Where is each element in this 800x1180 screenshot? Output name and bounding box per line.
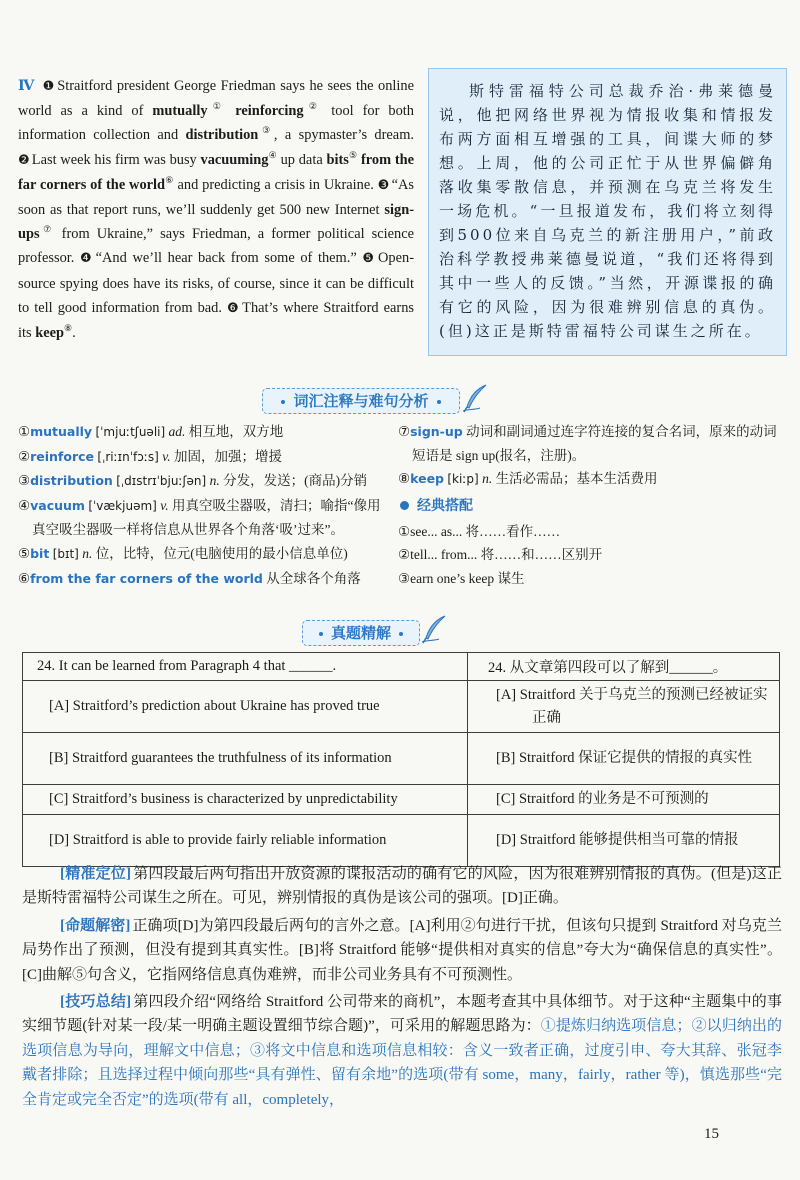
passage-text: tool for both information collection and [18,103,414,144]
headword: mutually [30,424,93,439]
part-of-speech: v. [162,448,171,464]
term-ref: ② [303,101,323,112]
analysis-text: 正确项[D]为第四段最后两句的言外之意。[A]利用②句进行干扰，但该句只提到 Straitford 对乌克兰局势作出了预测，但没有提到其真实性。[B]将 Straitford 能够“提供相对真实的信息”夸大为“确保信息的真实性”。[C]曲解⑤句含义，它指网络信息真伪难辨，而非公司业务具有不可预测性。 [22,917,782,983]
term-ref: ④ [268,149,277,160]
translation-box: 斯特雷福特公司总裁乔治·弗莱德曼说，他把网络世界视为情报收集和情报发布两方面相互增强的工具，间谍大师的梦想。上周，他的公司正忙于从世界偏僻角落收集零散信息，并预测在乌克兰将发生一场危机。“一旦报道发布，我们将立刻得到500位来自乌克兰的新注册用户，”前政治科学教授弗莱德曼说道，“我们还将得到其中一些人的反馈。”当然，开源谍报的确有它的风险，因为很难辨别信息的真伪。(但)这正是斯特雷福特公司谋生之所在。 [428,68,787,356]
bullet-icon [400,501,409,510]
part-of-speech: n. [482,471,493,487]
passage-text: . [72,325,76,342]
question-section-heading [302,620,420,646]
key-term: vacuuming④ [200,149,277,168]
part-of-speech: ad. [168,424,186,439]
vocab-heading-text: 词汇注释与难句分析 [293,392,429,410]
question-stem-en: 24. It can be learned from Paragraph 4 that ______. [23,653,468,681]
page-number: 15 [704,1126,719,1142]
phonetic: [ˈmjuːtʃuəli] [95,425,166,439]
option-b-zh: [B] Straitford 保证它提供的情报的真实性 [468,733,780,785]
option-c-en: [C] Straitford’s business is characterized by unpredictability [23,785,468,815]
passage-text: up data [280,151,323,168]
option-d-zh: [D] Straitford 能够提供相当可靠的情报 [468,815,780,867]
vocab-list-left [18,420,393,590]
collocation-item: ①see... as... 将……看作…… [398,523,561,539]
key-term: distribution③ [185,125,274,144]
sentence-number: ❻ [227,300,241,316]
headword: keep [410,471,444,487]
meaning: 位，比特，位元(电脑使用的最小信息单位) [95,545,348,561]
key-term: bits⑤ [326,149,358,168]
vocab-section-heading [262,388,460,414]
meaning: 相互地，双方地 [188,424,284,439]
option-a-zh: [A] Straitford 关于乌克兰的预测已经被证实正确 [468,681,780,733]
dot-decoration [399,632,403,636]
passage-text: “And we’ll hear back from some of them.” [95,250,357,267]
analysis-label: [精准定位] [60,866,132,882]
option-c-zh: [C] Straitford 的业务是不可预测的 [468,785,780,815]
sentence-number: ❹ [79,251,94,267]
passage-text: , a spymaster’s dream. [273,127,414,144]
part-of-speech: n. [209,473,220,489]
part-of-speech: n. [82,545,93,561]
question-heading-text: 真题精解 [330,624,391,642]
sentence-number: ❷ [18,152,30,168]
term-ref: ① [207,101,227,112]
analysis-text: 第四段介绍“网络给 Straitford 公司带来的商机”，本题考查其中具体细节。对于这种“主题集中的事实细节题(针对某一段/某一明确主题设置细节综合题)”，可采用的解题思路为： [22,994,782,1035]
phonetic: [ˈvækjuəm] [88,498,157,513]
phonetic: [ˌriːɪnˈfɔːs] [97,449,159,464]
analysis-label: [命题解密] [60,917,131,934]
table-row [23,733,780,785]
vocab-item: ③distribution [ˌdɪstrɪˈbjuːʃən] n. 分发，发送；(商品)分销 [18,473,368,489]
term-ref: ⑤ [348,149,358,160]
vocab-item: ⑥from the far corners of the world 从全球各个角落 [18,570,361,586]
headword: from the far corners of the world [30,570,263,586]
term-ref: ⑥ [165,175,174,186]
sentence-number: ❺ [362,251,377,267]
vocab-item: ①mutually [ˈmjuːtʃuəli] ad. 相互地，双方地 [18,424,284,439]
passage-text: Last week his firm was busy [31,151,197,168]
key-term: reinforcing② [235,101,323,120]
analysis-section [22,862,782,1115]
headword: reinforce [30,448,95,464]
table-row [23,785,780,815]
key-term: mutually① [152,101,227,120]
key-term: from the far corners of the world⑥ [18,151,415,193]
term-ref: ⑧ [64,323,73,334]
collocation-item: ③earn one’s keep 谋生 [398,570,525,586]
phonetic: [bɪt] [52,546,79,561]
part-of-speech: v. [160,497,169,513]
headword: distribution [30,473,113,489]
key-term: sign-ups⑦ [18,202,414,243]
analysis-paragraph [22,990,782,1112]
paragraph-marker: Ⅳ [18,77,36,94]
dot-decoration [281,400,285,404]
meaning: 用真空吸尘器吸，清扫；喻指“像用真空吸尘器吸一样将信息从世界各个角落‘吸’过来”。 [32,497,381,538]
passage-text: “As soon as that report runs, we’ll suddenly get 500 new Internet [18,176,414,219]
option-a-en: [A] Straitford’s prediction about Ukraine has proved true [23,681,468,733]
headword: sign-up [410,424,463,439]
vocab-item: ⑤bit [bɪt] n. 位，比特，位元(电脑使用的最小信息单位) [18,545,348,561]
collocation-item: ②tell... from... 将……和……区别开 [398,547,603,563]
question-stem-zh: 24. 从文章第四段可以了解到______。 [468,653,780,681]
dot-decoration [437,400,441,404]
question-table [22,652,780,867]
sentence-number: ❶ [42,79,56,94]
table-row [23,653,780,681]
passage-english [18,74,414,345]
passage-text: That’s where Straitford earns its [18,299,414,342]
table-row [23,681,780,733]
option-b-en: [B] Straitford guarantees the truthfulness of its information [23,733,468,785]
passage-text: Straitford president George Friedman says he sees the online world as a kind of [18,78,414,120]
vocab-item: ②reinforce [ˌriːɪnˈfɔːs] v. 加固，加强；增援 [18,448,282,464]
analysis-highlight: ①提炼归纳选项信息；②以归纳出的选项信息为导向，理解文中信息；③将文中信息和选项信息相较：含义一致者正确，过度引申、夸大其辞、张冠李戴者排除；且选择过程中倾向那些“具有弹性、留有余地”的选项(带有 some，many，fairly，rather 等)，慎选那些“完全肯定或完全否定”的选项(带有 all，completely， [22,1018,782,1108]
term-ref: ③ [258,125,274,136]
phonetic: [ˌdɪstrɪˈbjuːʃən] [116,474,207,489]
phonetic: [kiːp] [447,472,479,487]
meaning: 生活必需品；基本生活费用 [495,471,658,487]
passage-text: from Ukraine,” says Friedman, a former political science professor. [18,226,414,267]
meaning: 分发，发送；(商品)分销 [223,473,368,489]
sentence-number: ❸ [377,177,390,193]
pen-icon [462,383,488,413]
dot-decoration [319,632,323,636]
vocab-item: ④vacuum [ˈvækjuəm] v. 用真空吸尘器吸，清扫；喻指“像用真空吸尘器吸一样将信息从世界各个角落‘吸’过来”。 [18,497,381,538]
table-row [23,815,780,867]
pen-icon [421,614,447,644]
vocab-list-right [398,420,784,591]
headword: bit [30,545,50,561]
key-term: keep⑧ [35,323,73,342]
analysis-label: [技巧总结] [60,994,132,1011]
analysis-paragraph [22,914,782,987]
meaning: 动词和副词通过连字符连接的复合名词，原来的动词短语是 sign up(报名，注册)。 [412,424,777,463]
option-d-en: [D] Straitford is able to provide fairly reliable information [23,815,468,867]
headword: vacuum [30,497,85,513]
term-ref: ⑦ [39,224,55,235]
vocab-item: ⑧keep [kiːp] n. 生活必需品；基本生活费用 [398,471,658,487]
analysis-paragraph [22,862,782,911]
meaning: 从全球各个角落 [266,570,361,586]
passage-text: Open-source spying does have its risks, of course, since it can be difficult to tell good information from bad. [18,250,414,316]
analysis-text: 第四段最后两句指出开放资源的谍报活动的确有它的风险，因为很难辨别情报的真伪。(但是)这正是斯特雷福特公司谋生之所在。可见，辨别情报的真伪是该公司的强项。[D]正确。 [22,866,782,907]
vocab-item: ⑦sign-up 动词和副词通过连字符连接的复合名词，原来的动词短语是 sign up(报名，注册)。 [398,424,777,463]
passage-text: and predicting a crisis in Ukraine. [177,176,374,193]
collocations-heading: 经典搭配 [398,492,784,520]
meaning: 加固，加强；增援 [173,448,282,464]
